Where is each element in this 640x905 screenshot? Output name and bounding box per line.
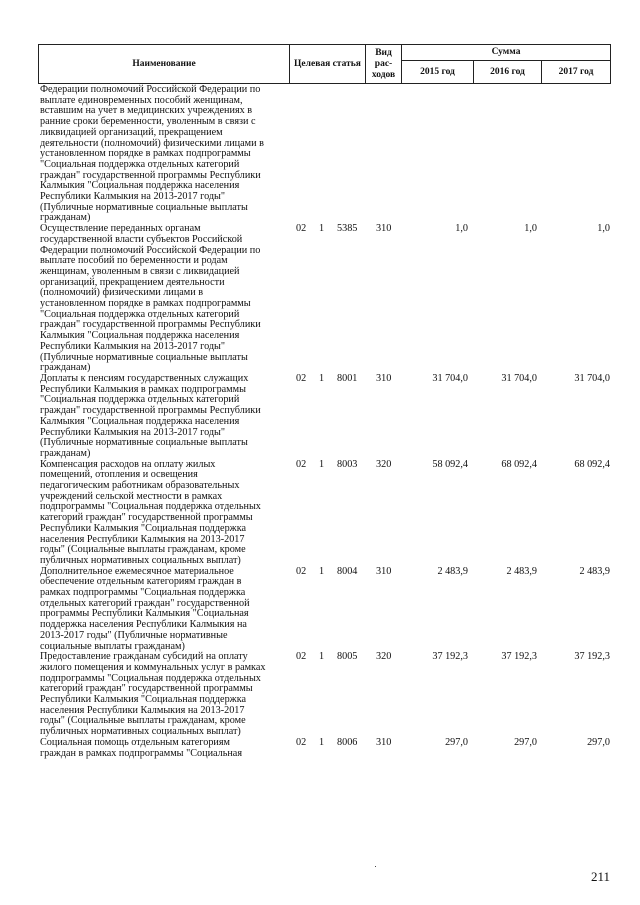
- table-row: [40, 224, 610, 374]
- row-direction: 8003: [337, 458, 358, 470]
- row-direction: 5385: [337, 223, 358, 235]
- row-sum-2017: 68 092,4: [574, 458, 610, 470]
- row-sum-2017: 297,0: [587, 736, 610, 748]
- row-program: 02: [296, 651, 307, 663]
- row-sum-2016: 31 704,0: [501, 372, 537, 384]
- row-expense-type: 310: [376, 372, 392, 384]
- row-sum-2016: 37 192,3: [501, 651, 537, 663]
- row-sum-2017: 1,0: [597, 223, 610, 235]
- row-sum-2016: 297,0: [514, 736, 537, 748]
- row-sum-2015: 37 192,3: [432, 651, 468, 663]
- row-subprogram: 1: [319, 565, 325, 577]
- row-direction: 8001: [337, 372, 358, 384]
- row-subprogram: 1: [319, 223, 325, 235]
- header-year-2016: 2016 год: [474, 61, 542, 84]
- row-name: Доплаты к пенсиям государственных служащих Республики Калмыкия в рамках подпрограммы "Социальная поддержка отдельных категорий граждан" государственной программы Республики Калмыкия "Социальная поддержка населения Республики Калмыкия на 2013-2017 годы" (Публичные нормативные социальные выплаты гражданам): [40, 372, 261, 459]
- header-sum: Сумма: [402, 45, 611, 61]
- row-sum-2016: 1,0: [524, 223, 537, 235]
- row-name: Социальная помощь отдельным категориям граждан в рамках подпрограммы "Социальная: [40, 736, 243, 759]
- row-sum-2017: 31 704,0: [574, 372, 610, 384]
- scan-speck: [375, 866, 376, 867]
- row-sum-2015: 1,0: [455, 223, 468, 235]
- row-sum-2017: 2 483,9: [579, 565, 610, 577]
- row-program: 02: [296, 223, 307, 235]
- row-subprogram: 1: [319, 372, 325, 384]
- table-row: [40, 738, 610, 759]
- row-name: Федерации полномочий Российской Федерации по выплате единовременных пособий женщинам, вставшим на учет в медицинских учреждениях в ранние сроки беременности, уволенным в связи с ликвидацией организаций, прекращением деятельности (полномочий) физическими лицами в установленном порядке в рамках подпрограммы "Социальная поддержка отдельных категорий граждан" государственной программы Республики Калмыкия "Социальная поддержка населения Республики Калмыкия на 2013-2017 годы" (Публичные нормативные социальные выплаты гражданам): [40, 84, 264, 224]
- row-expense-type: 320: [376, 651, 392, 663]
- row-expense-type: 310: [376, 565, 392, 577]
- row-name: Компенсация расходов на оплату жилых помещений, отопления и освещения педагогическим работникам образовательных учреждений сельской местности в рамках подпрограммы "Социальная поддержка отдельных категорий граждан" государственной программы Республики Калмыкия "Социальная поддержка населения Республики Калмыкия на 2013-2017 годы" (Социальные выплаты гражданам, кроме публичных нормативных социальных выплат): [40, 458, 261, 566]
- table-header: [38, 44, 611, 84]
- row-name: Предоставление гражданам субсидий на оплату жилого помещения и коммунальных услуг в рамках подпрограммы "Социальная поддержка отдельных категорий граждан" государственной программы Республики Калмыкия "Социальная поддержка населения Республики Калмыкия на 2013-2017 годы" (Социальные выплаты гражданам, кроме публичных нормативных социальных выплат): [40, 651, 266, 738]
- row-program: 02: [296, 458, 307, 470]
- row-expense-type: 320: [376, 458, 392, 470]
- row-sum-2015: 297,0: [445, 736, 468, 748]
- table-row: [40, 374, 610, 460]
- header-year-2017: 2017 год: [542, 61, 611, 84]
- header-target-article: Целевая статья: [290, 45, 366, 84]
- table-row: [40, 567, 610, 653]
- table-body: [40, 85, 610, 759]
- row-sum-2015: 2 483,9: [437, 565, 468, 577]
- row-direction: 8005: [337, 651, 358, 663]
- row-name: Дополнительное ежемесячное материальное обеспечение отдельным категориям граждан в рамках подпрограммы "Социальная поддержка отдельных категорий граждан" государственной программы Республики Калмыкия "Социальная поддержка населения Республики Калмыкия на 2013-2017 годы" (Публичные нормативные социальные выплаты гражданам): [40, 565, 250, 652]
- row-direction: 8006: [337, 736, 358, 748]
- header-year-2015: 2015 год: [402, 61, 474, 84]
- header-expense-type: Вид рас-ходов: [366, 45, 402, 84]
- table-row: [40, 460, 610, 567]
- row-sum-2016: 68 092,4: [501, 458, 537, 470]
- row-expense-type: 310: [376, 736, 392, 748]
- row-sum-2017: 37 192,3: [574, 651, 610, 663]
- row-program: 02: [296, 372, 307, 384]
- table-row: [40, 85, 610, 224]
- row-expense-type: 310: [376, 223, 392, 235]
- page-number: 211: [590, 869, 610, 884]
- row-sum-2015: 31 704,0: [432, 372, 468, 384]
- row-subprogram: 1: [319, 651, 325, 663]
- header-name: Наименование: [39, 45, 290, 84]
- row-name: Осуществление переданных органам государственной власти субъектов Российской Федерации полномочий Российской Федерации по выплате пособий по беременности и родам женщинам, уволенным в связи с ликвидацией организаций, прекращением деятельности (полномочий) физическими лицами в установленном порядке в рамках подпрограммы "Социальная поддержка отдельных категорий граждан" государственной программы Республики Калмыкия "Социальная поддержка населения Республики Калмыкия на 2013-2017 годы" (Публичные нормативные социальные выплаты гражданам): [40, 223, 261, 374]
- row-program: 02: [296, 736, 307, 748]
- row-subprogram: 1: [319, 736, 325, 748]
- row-sum-2016: 2 483,9: [506, 565, 537, 577]
- row-subprogram: 1: [319, 458, 325, 470]
- row-sum-2015: 58 092,4: [432, 458, 468, 470]
- table-row: [40, 652, 610, 738]
- row-direction: 8004: [337, 565, 358, 577]
- row-program: 02: [296, 565, 307, 577]
